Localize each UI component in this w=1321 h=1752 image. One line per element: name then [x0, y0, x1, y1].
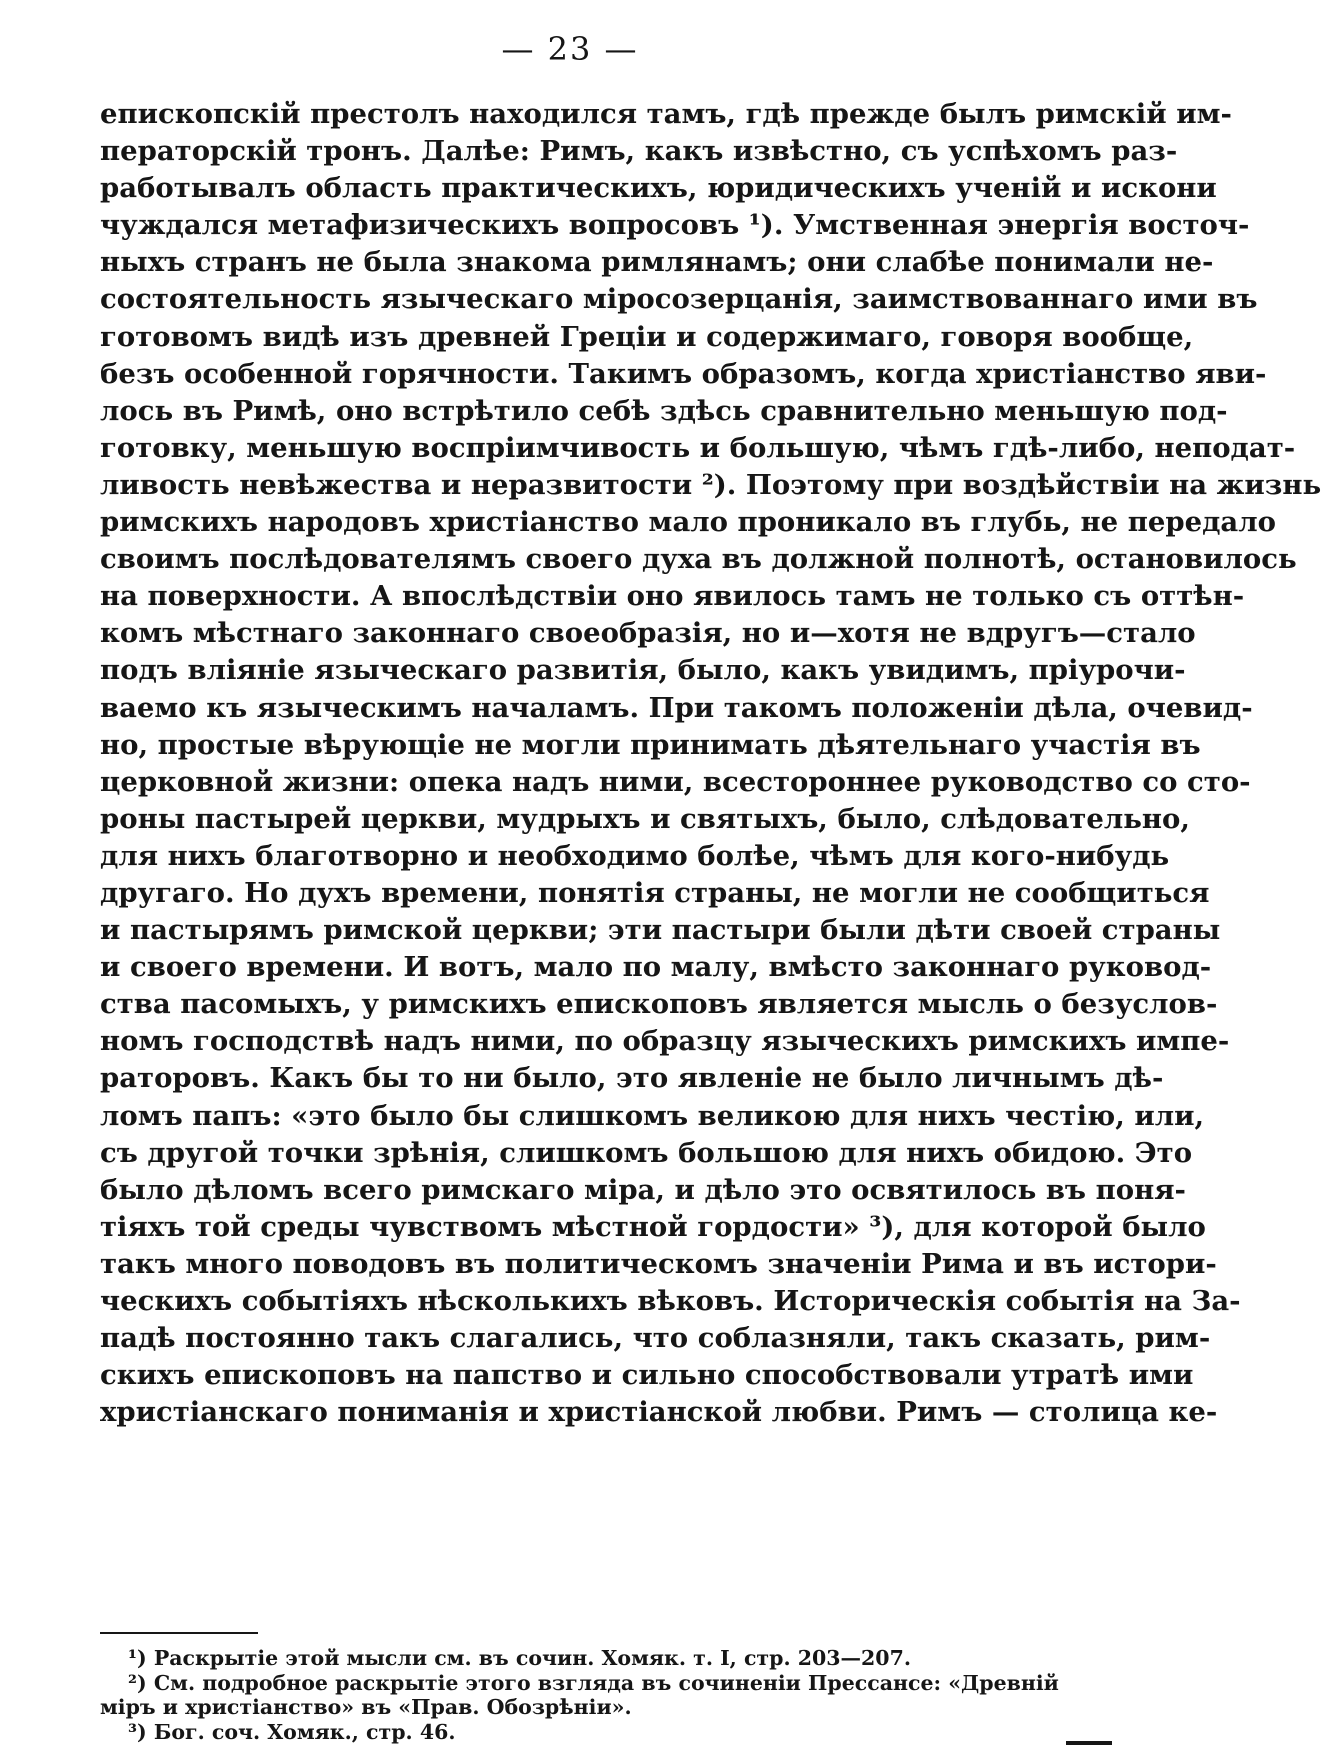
text-line: номъ господствѣ надъ ними, по образцу языческихъ римскихъ импе- [100, 1025, 1230, 1058]
text-line: чуждался метафизическихъ вопросовъ ¹). Умственная энергія восточ- [100, 209, 1250, 242]
text-line: ливость невѣжества и неразвитости ²). Поэтому при воздѣйствіи на жизнь [100, 468, 1321, 501]
text-line: тіяхъ той среды чувствомъ мѣстной гордости» ³), для которой было [100, 1210, 1206, 1243]
text-line: съ другой точки зрѣнія, слишкомъ большою для нихъ обидою. Это [100, 1136, 1193, 1169]
text-line: другаго. Но духъ времени, понятія страны, не могли не сообщиться [100, 876, 1210, 909]
footnote-2: ²) См. подробное раскрытіе этого взгляда въ сочиненіи Прессансе: «Древній [128, 1670, 1059, 1695]
text-line: ства пасомыхъ, у римскихъ епископовъ является мысль о безуслов- [100, 988, 1218, 1021]
text-line: церковной жизни: опека надъ ними, всестороннее руководство со сто- [100, 765, 1251, 798]
text-line: готовомъ видѣ изъ древней Греціи и содержимаго, говоря вообще, [100, 320, 1194, 353]
page-number: — 23 — [501, 30, 639, 68]
text-line: готовку, меньшую воспріимчивость и большую, чѣмъ гдѣ-либо, неподат- [100, 431, 1296, 464]
text-line: роны пастырей церкви, мудрыхъ и святыхъ, было, слѣдовательно, [100, 802, 1190, 835]
text-line: ломъ папъ: «это было бы слишкомъ великою для нихъ честію, или, [100, 1099, 1205, 1132]
text-line: лось въ Римѣ, оно встрѣтило себѣ здѣсь сравнительно меньшую под- [100, 394, 1228, 427]
text-line: работывалъ область практическихъ, юридическихъ ученій и искони [100, 172, 1217, 205]
text-line: для нихъ благотворно и необходимо болѣе, чѣмъ для кого-нибудь [100, 839, 1170, 872]
text-line: и пастырямъ римской церкви; эти пастыри были дѣти своей страны [100, 914, 1221, 947]
text-line: состоятельность языческаго міросозерцанія, заимствованнаго ими въ [100, 283, 1258, 316]
text-line: подъ вліяніе языческаго развитія, было, какъ увидимъ, пріурочи- [100, 654, 1186, 687]
text-line: было дѣломъ всего римскаго міра, и дѣло это освятилось въ поня- [100, 1173, 1186, 1206]
text-line: римскихъ народовъ христіанство мало проникало въ глубь, не передало [100, 506, 1276, 539]
text-line: такъ много поводовъ въ политическомъ значеніи Рима и въ истори- [100, 1247, 1217, 1280]
text-line: раторовъ. Какъ бы то ни было, это явленіе не было личнымъ дѣ- [100, 1062, 1164, 1095]
footnotes [100, 1646, 1059, 1744]
footnote-2-continuation: міръ и христіанство» въ «Прав. Обозрѣніи». [100, 1695, 632, 1719]
footnote-divider [100, 1632, 258, 1634]
text-line: скихъ епископовъ на папство и сильно способствовали утратѣ ими [100, 1359, 1194, 1392]
text-line: ваемо къ языческимъ началамъ. При такомъ положеніи дѣла, очевид- [100, 691, 1253, 724]
text-line: на поверхности. А впослѣдствіи оно явилось тамъ не только съ оттѣн- [100, 580, 1245, 613]
text-line: своимъ послѣдователямъ своего духа въ должной полнотѣ, остановилось [100, 543, 1297, 576]
text-line: комъ мѣстнаго законнаго своеобразія, но и—хотя не вдругъ—стало [100, 617, 1196, 650]
text-line: ныхъ странъ не была знакома римлянамъ; они слабѣе понимали не- [100, 246, 1214, 279]
text-line: безъ особенной горячности. Такимъ образомъ, когда христіанство яви- [100, 357, 1267, 390]
text-line: ческихъ событіяхъ нѣсколькихъ вѣковъ. Историческія событія на За- [100, 1285, 1241, 1317]
footnote-1: ¹) Раскрытіе этой мысли см. въ сочин. Хомяк. т. I, стр. 203—207. [128, 1646, 911, 1670]
text-line: епископскій престолъ находился тамъ, гдѣ прежде былъ римскій им- [100, 98, 1232, 130]
text-line: и своего времени. И вотъ, мало по малу, вмѣсто законнаго руковод- [100, 951, 1212, 984]
text-line: христіанскаго пониманія и христіанской любви. Римъ — столица ке- [100, 1396, 1218, 1429]
text-line: но, простые вѣрующіе не могли принимать дѣятельнаго участія въ [100, 728, 1201, 761]
footnote-3: ³) Бог. соч. Хомяк., стр. 46. [128, 1719, 456, 1744]
main-text [100, 96, 1321, 1431]
page-edge-mark [1066, 1741, 1112, 1745]
text-line: ператорскій тронъ. Далѣе: Римъ, какъ извѣстно, съ успѣхомъ раз- [100, 135, 1178, 168]
text-line: падѣ постоянно такъ слагались, что соблазняли, такъ сказать, рим- [100, 1322, 1211, 1355]
